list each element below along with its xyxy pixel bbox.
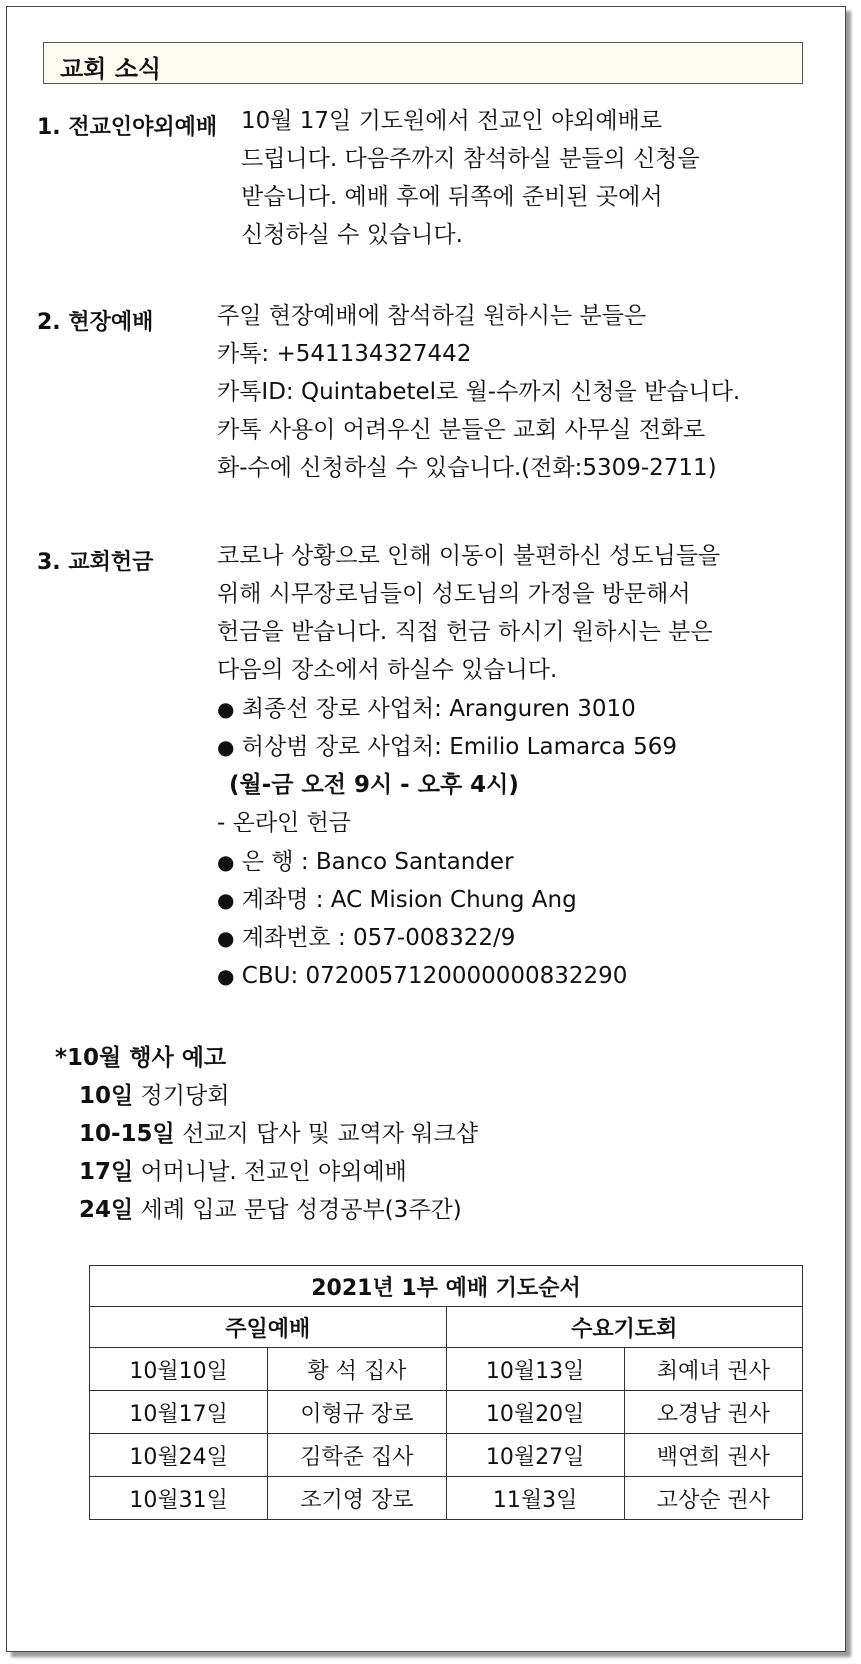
place-text: 최종선 장로 사업처: Aranguren 3010 — [241, 696, 636, 722]
section-1-line: 10월 17일 기도원에서 전교인 야외예배로 — [241, 108, 663, 134]
sunday-leader: 황 석 집사 — [268, 1348, 446, 1391]
bank-item — [217, 961, 627, 991]
wednesday-prayer-header: 수요기도회 — [446, 1307, 803, 1348]
section-3-line: 위해 시무장로님들이 성도님의 가정을 방문해서 — [217, 581, 691, 607]
bullet-icon: ● — [217, 888, 235, 912]
sunday-leader: 이형규 장로 — [268, 1391, 446, 1434]
sunday-date: 10월17일 — [90, 1391, 268, 1434]
section-2-line: 주일 현장예배에 참석하길 원하시는 분들은 — [217, 303, 647, 329]
section-3-line: 헌금을 받습니다. 직접 헌금 하시기 원하시는 분은 — [217, 619, 713, 645]
bullet-icon: ● — [217, 926, 235, 950]
event-item — [79, 1157, 407, 1187]
sunday-leader: 김학준 집사 — [268, 1434, 446, 1477]
section-1-line: 신청하실 수 있습니다. — [241, 222, 463, 248]
section-3-line: 다음의 장소에서 하실수 있습니다. — [217, 657, 558, 683]
event-text: 선교지 답사 및 교역자 워크샵 — [182, 1121, 478, 1147]
table-row — [90, 1434, 803, 1477]
bank-item — [217, 923, 515, 953]
place-item — [217, 732, 677, 762]
bullet-icon: ● — [217, 850, 235, 874]
wednesday-date: 10월20일 — [446, 1391, 624, 1434]
section-1-label: 1. 전교인야외예배 — [37, 115, 218, 140]
section-1-line: 드립니다. 다음주까지 참석하실 분들의 신청을 — [241, 146, 700, 172]
bullet-icon: ● — [217, 697, 235, 721]
event-date: 10-15일 — [79, 1121, 175, 1147]
bullet-icon: ● — [217, 735, 235, 759]
wednesday-date: 10월27일 — [446, 1434, 624, 1477]
section-2-label: 2. 현장예배 — [37, 310, 154, 335]
sunday-date: 10월31일 — [90, 1477, 268, 1520]
event-text: 정기당회 — [140, 1083, 230, 1109]
bank-text: CBU: 0720057120000000832290 — [241, 963, 628, 989]
sunday-date: 10월10일 — [90, 1348, 268, 1391]
section-2-line: 카톡: +541134327442 — [217, 341, 472, 367]
bank-item — [217, 885, 577, 915]
section-2-line: 카톡ID: Quintabetel로 월-수까지 신청을 받습니다. — [217, 379, 741, 405]
bank-text: 계좌번호 : 057-008322/9 — [241, 925, 516, 951]
sunday-date: 10월24일 — [90, 1434, 268, 1477]
section-2-line: 화-수에 신청하실 수 있습니다.(전화:5309-2711) — [217, 455, 717, 481]
section-3-line: 코로나 상황으로 인해 이동이 불편하신 성도님들을 — [217, 543, 721, 569]
section-2-line: 카톡 사용이 어려우신 분들은 교회 사무실 전화로 — [217, 417, 706, 443]
wednesday-date: 11월3일 — [446, 1477, 624, 1520]
event-item — [79, 1195, 462, 1225]
place-item — [217, 694, 636, 724]
event-text: 세례 입교 문답 성경공부(3주간) — [140, 1197, 462, 1223]
newsletter-page — [6, 6, 846, 1652]
table-row — [90, 1348, 803, 1391]
event-text: 어머니날. 전교인 야외예배 — [140, 1159, 407, 1185]
section-1-line: 받습니다. 예배 후에 뒤쪽에 준비된 곳에서 — [241, 184, 663, 210]
event-date: 10일 — [79, 1083, 134, 1109]
bank-text: 은 행 : Banco Santander — [241, 849, 514, 875]
online-offering-title: - 온라인 헌금 — [217, 810, 352, 836]
event-date: 24일 — [79, 1197, 134, 1223]
wednesday-leader: 백연희 권사 — [624, 1434, 802, 1477]
place-text: 허상범 장로 사업처: Emilio Lamarca 569 — [241, 734, 677, 760]
bank-item — [217, 847, 514, 877]
bank-text: 계좌명 : AC Mision Chung Ang — [241, 887, 577, 913]
table-row — [90, 1477, 803, 1520]
event-item — [79, 1119, 478, 1149]
table-title: 2021년 1부 예배 기도순서 — [90, 1266, 803, 1307]
prayer-schedule-table — [89, 1265, 803, 1520]
sunday-worship-header: 주일예배 — [90, 1307, 447, 1348]
table-row — [90, 1391, 803, 1434]
wednesday-leader: 최예녀 권사 — [624, 1348, 802, 1391]
wednesday-date: 10월13일 — [446, 1348, 624, 1391]
sunday-leader: 조기영 장로 — [268, 1477, 446, 1520]
header-title: 교회 소식 — [60, 55, 162, 83]
bullet-icon: ● — [217, 964, 235, 988]
office-hours: (월-금 오전 9시 - 오후 4시) — [229, 772, 519, 798]
wednesday-leader: 오경남 권사 — [624, 1391, 802, 1434]
event-date: 17일 — [79, 1159, 134, 1185]
wednesday-leader: 고상순 권사 — [624, 1477, 802, 1520]
header-box — [43, 42, 803, 84]
events-title: *10월 행사 예고 — [55, 1045, 227, 1071]
section-3-label: 3. 교회헌금 — [37, 550, 154, 575]
event-item — [79, 1081, 229, 1111]
